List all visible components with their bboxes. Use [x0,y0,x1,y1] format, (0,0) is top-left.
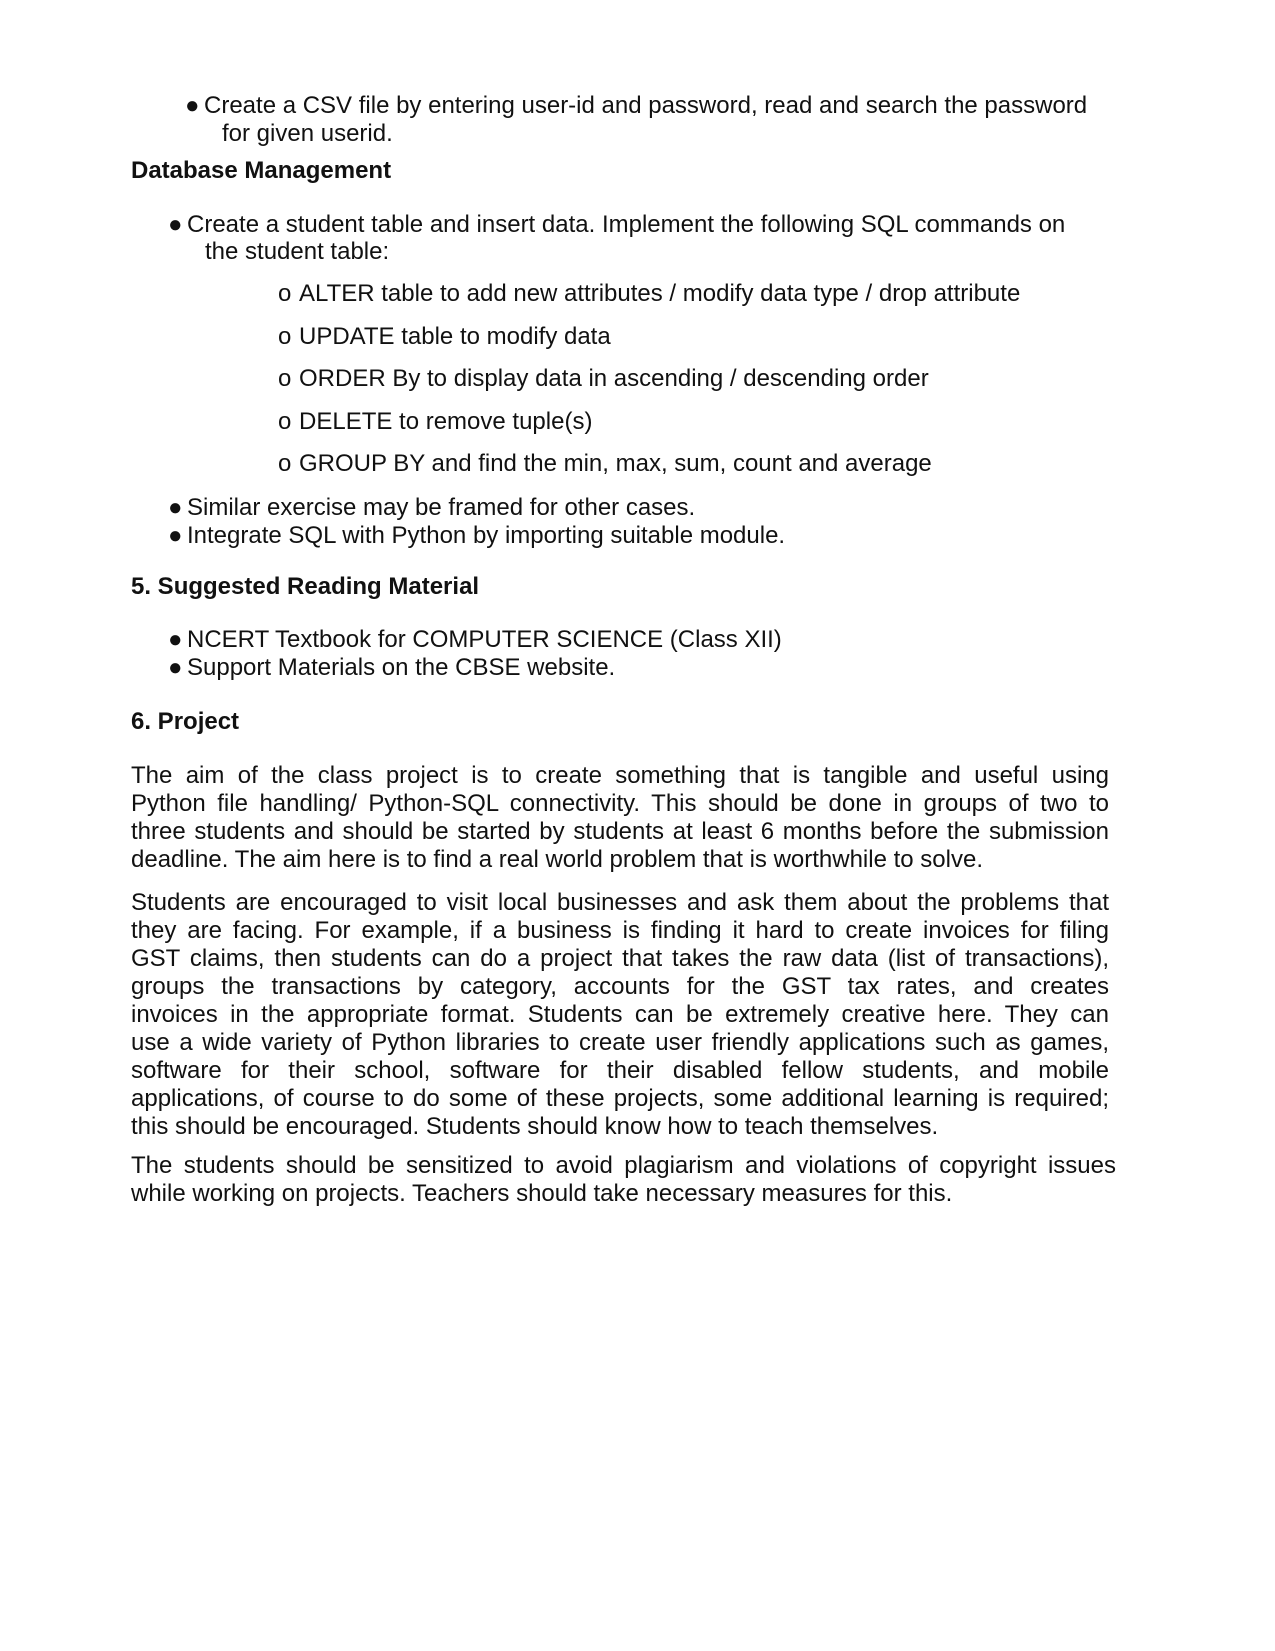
project-paragraph-2 [131,889,1109,1141]
paragraph-line: GST claims, then students can do a project that takes the raw data (list of transactions), [131,945,1109,972]
reading-item-ncert [168,626,782,654]
bullet-text: Similar exercise may be framed for other cases. [187,494,696,521]
csv-bullet-item [185,92,1087,120]
paragraph-line: three students and should be started by students at least 6 months before the submission [131,818,1109,845]
project-heading: 6. Project [131,708,240,735]
sql-sub-item-alter [278,280,1020,308]
sub-item-text: UPDATE table to modify data [299,323,611,350]
sub-marker: o [278,323,292,350]
sub-item-text: DELETE to remove tuple(s) [299,408,593,435]
paragraph-line: deadline. The aim here is to find a real world problem that is worthwhile to solve. [131,846,983,873]
reading-item-cbse [168,654,615,682]
sub-marker: o [278,450,292,477]
bullet-marker: ● [168,211,183,238]
sub-item-text: ORDER By to display data in ascending / descending order [299,365,929,392]
sub-marker: o [278,365,292,392]
project-paragraph-1 [131,762,1109,874]
bullet-marker: ● [185,92,200,119]
sql-sub-item-update [278,323,611,351]
student-table-bullet-continuation: the student table: [205,238,390,265]
paragraph-line: Python file handling/ Python-SQL connectivity. This should be done in groups of two to [131,790,1109,817]
sub-item-text: ALTER table to add new attributes / modify data type / drop attribute [299,280,1021,307]
bullet-text-line1: Create a student table and insert data. Implement the following SQL commands on [187,211,1066,238]
paragraph-line: invoices in the appropriate format. Students can be extremely creative here. They can [131,1001,1109,1028]
similar-exercise-bullet [168,494,695,522]
paragraph-line: The students should be sensitized to avoid plagiarism and violations of copyright issues [131,1152,1116,1179]
sql-sub-item-order [278,365,929,393]
sub-item-text: GROUP BY and find the min, max, sum, count and average [299,450,932,477]
paragraph-line: applications, of course to do some of these projects, some additional learning is required; [131,1085,1109,1112]
bullet-marker: ● [168,626,183,653]
bullet-marker: ● [168,494,183,521]
sql-sub-item-group [278,450,932,478]
paragraph-line: groups the transactions by category, accounts for the GST tax rates, and creates [131,973,1109,1000]
bullet-marker: ● [168,522,183,549]
csv-bullet-continuation: for given userid. [222,120,393,147]
sql-sub-item-delete [278,408,592,436]
reading-material-heading: 5. Suggested Reading Material [131,573,480,600]
bullet-text-line1: Create a CSV file by entering user-id and password, read and search the password [204,92,1088,119]
bullet-text: Integrate SQL with Python by importing suitable module. [187,522,786,549]
paragraph-line: use a wide variety of Python libraries to create user friendly applications such as games, [131,1029,1109,1056]
paragraph-line: they are facing. For example, if a business is finding it hard to create invoices for filing [131,917,1109,944]
project-paragraph-3 [131,1152,1116,1208]
bullet-marker: ● [168,654,183,681]
paragraph-line: software for their school, software for their disabled fellow students, and mobile [131,1057,1109,1084]
paragraph-line: while working on projects. Teachers should take necessary measures for this. [131,1180,953,1207]
database-management-heading: Database Management [131,157,392,184]
bullet-text: Support Materials on the CBSE website. [187,654,616,681]
bullet-text: NCERT Textbook for COMPUTER SCIENCE (Class XII) [187,626,782,653]
paragraph-line: Students are encouraged to visit local businesses and ask them about the problems that [131,889,1109,916]
integrate-sql-bullet [168,522,785,550]
sub-marker: o [278,408,292,435]
paragraph-line: The aim of the class project is to create something that is tangible and useful using [131,762,1109,789]
paragraph-line: this should be encouraged. Students should know how to teach themselves. [131,1113,939,1140]
sub-marker: o [278,280,292,307]
student-table-bullet [168,211,1065,239]
